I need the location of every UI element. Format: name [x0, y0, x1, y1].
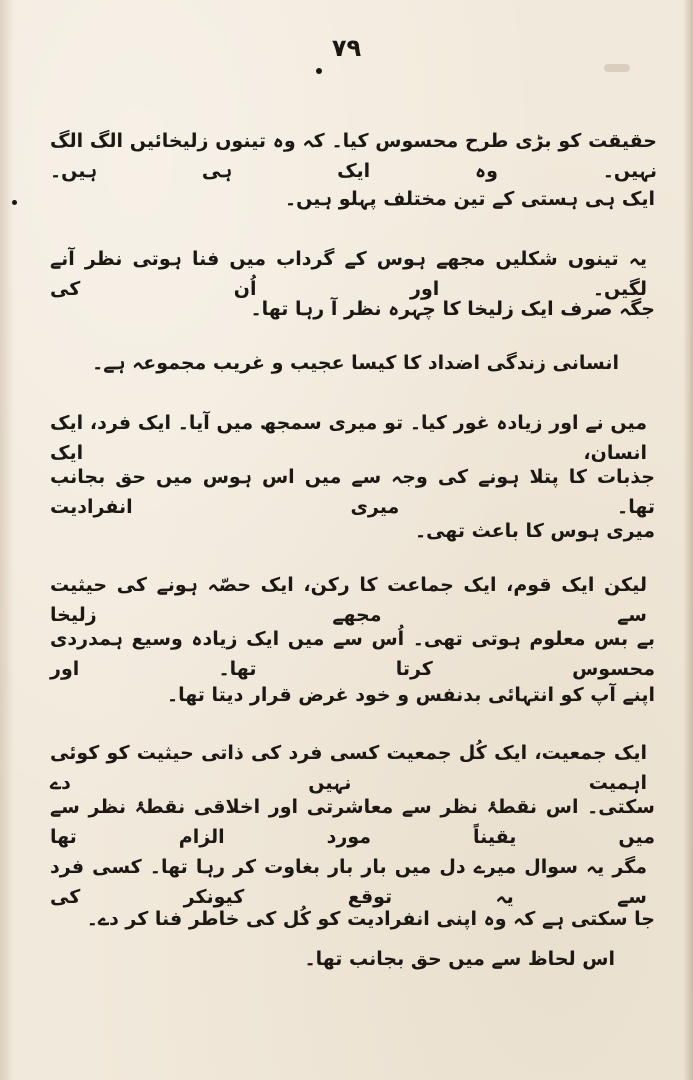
text-line: بے بس معلوم ہوتی تھی۔ اُس سے میں ایک زیادہ وسیع ہمدردی محسوس کرتا تھا۔ اور	[50, 628, 655, 680]
text-line: جا سکتی ہے کہ وہ اپنی انفرادیت کو کُل کی خاطر فنا کر دے۔	[86, 908, 655, 930]
page-number: ۷۹	[331, 34, 362, 62]
text-line: میں نے اور زیادہ غور کیا۔ تو میری سمجھ میں آیا۔ ایک فرد، ایک انسان، ایک	[50, 412, 647, 464]
text-line: یہ تینوں شکلیں مجھے ہوس کے گرداب میں فنا ہوتی نظر آنے لگیں۔ اور اُن کی	[50, 248, 647, 300]
text-line: میری ہوس کا باعث تھی۔	[414, 520, 655, 542]
text-line: ایک ہی ہستی کے تین مختلف پہلو ہیں۔	[284, 188, 655, 210]
text-line: اس لحاظ سے میں حق بجانب تھا۔	[304, 948, 615, 970]
text-line: حقیقت کو بڑی طرح محسوس کیا۔ کہ وہ تینوں زلیخائیں الگ الگ نہیں۔ وہ ایک ہی ہیں۔	[50, 130, 657, 182]
text-line: جگہ صرف ایک زلیخا کا چہرہ نظر آ رہا تھا۔	[250, 298, 655, 320]
text-line: مگر یہ سوال میرے دل میں بار بار بغاوت کر رہا تھا۔ کسی فرد سے یہ توقع کیونکر کی	[50, 856, 647, 908]
text-line: جذبات کا پتلا ہونے کی وجہ سے میں اس ہوس میں حق بجانب تھا۔ میری انفرادیت	[50, 466, 655, 518]
text-line: انسانی زندگی اضداد کا کیسا عجیب و غریب مجموعہ ہے۔	[92, 352, 619, 374]
text-line: سکتی۔ اس نقطۂ نظر سے معاشرتی اور اخلاقی نقطۂ نظر سے میں یقیناً مورد الزام تھا	[50, 796, 655, 848]
text-line: لیکن ایک قوم، ایک جماعت کا رکن، ایک حصّہ ہونے کی حیثیت سے مجھے زلیخا	[50, 574, 647, 626]
text-line: ایک جمعیت، ایک کُل جمعیت کسی فرد کی ذاتی حیثیت کو کوئی اہمیت نہیں دے	[50, 742, 647, 794]
text-line: اپنے آپ کو انتہائی بدنفس و خود غرض قرار دیتا تھا۔	[166, 684, 655, 706]
